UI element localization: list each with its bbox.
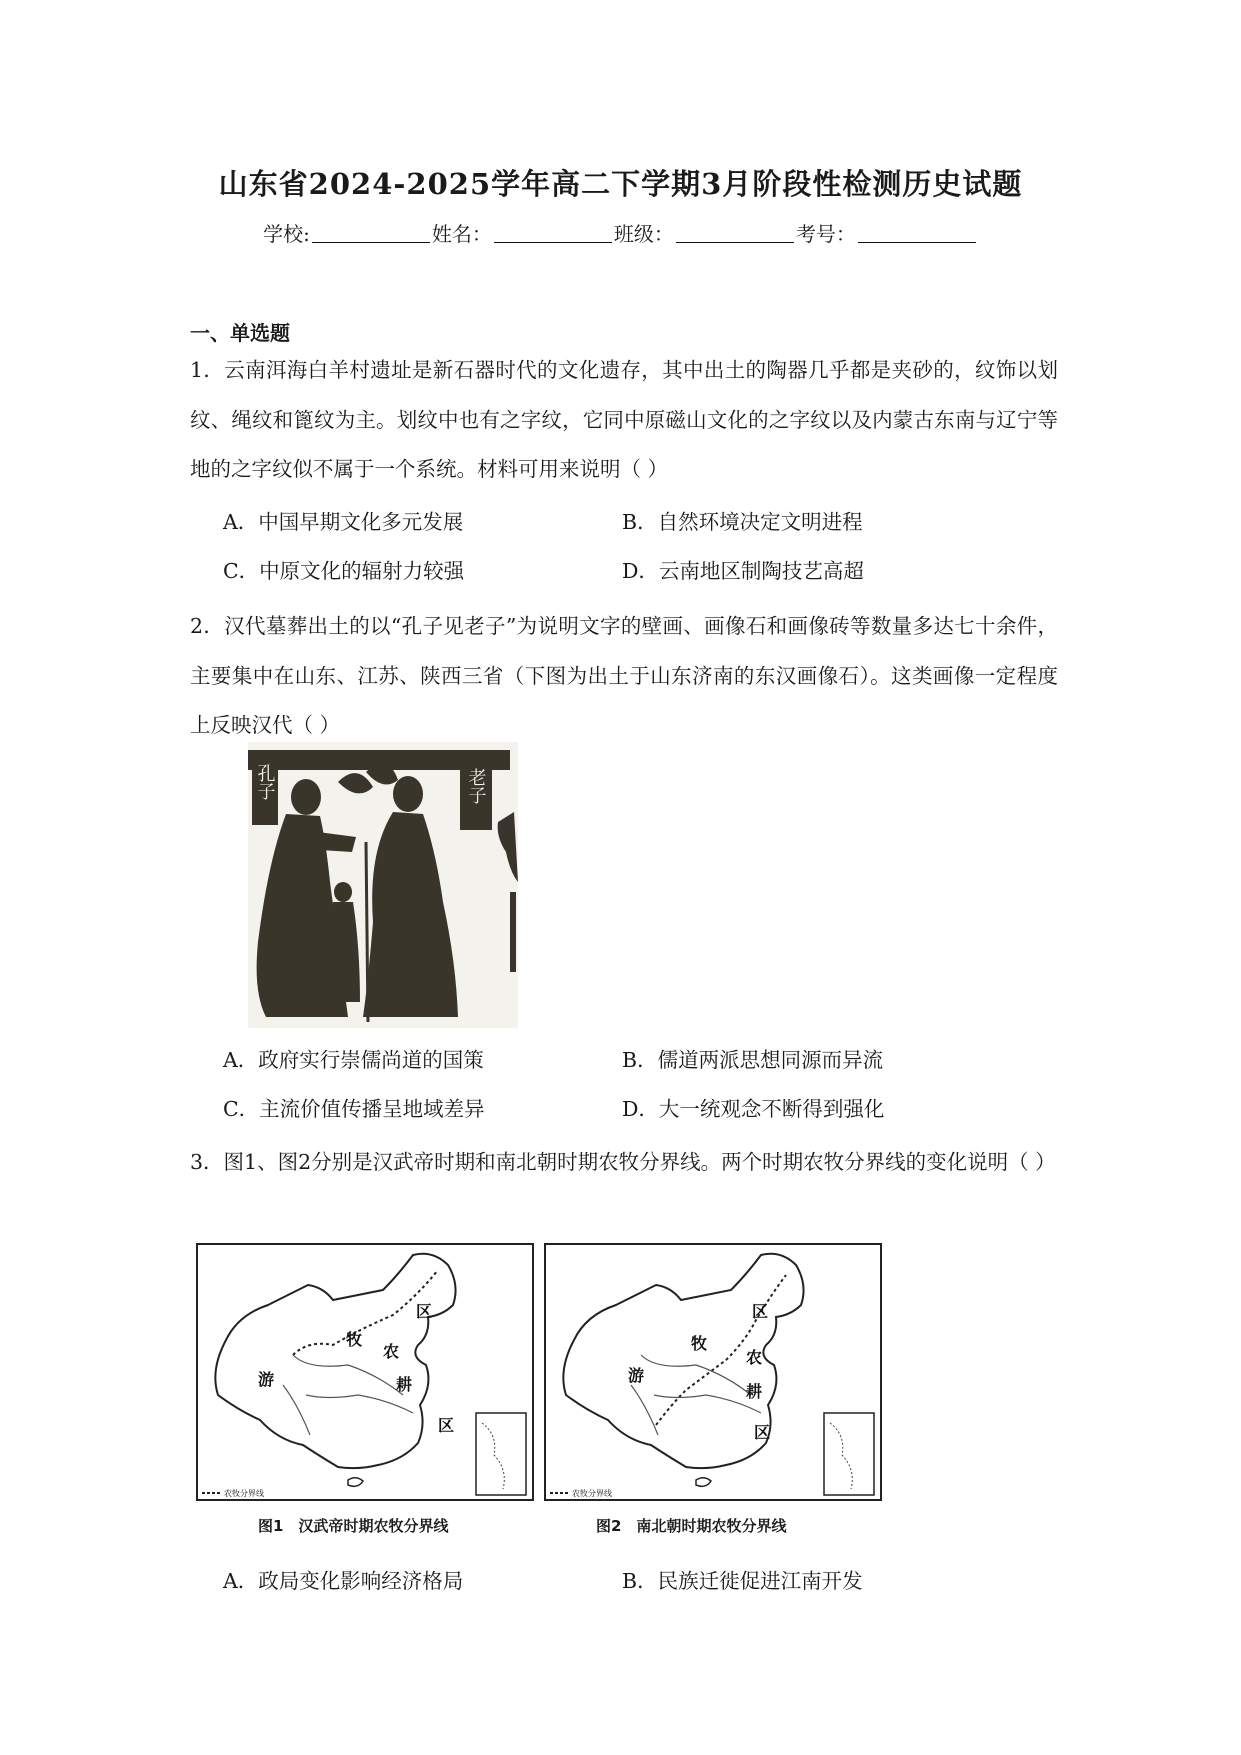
map-2-caption: 图2 南北朝时期农牧分界线	[596, 1517, 787, 1535]
q3-option-b[interactable]: B．民族迁徙促进江南开发	[622, 1569, 863, 1593]
map1-label-nong: 农	[383, 1342, 400, 1361]
q2-option-b[interactable]: B．儒道两派思想同源而异流	[622, 1048, 884, 1072]
page-title: 山东省2024-2025学年高二下学期3月阶段性检测历史试题	[218, 167, 1023, 201]
student-info-line	[0, 218, 1241, 247]
relief-illustration	[248, 742, 518, 1028]
map-1-svg	[198, 1245, 532, 1499]
number-label: 考号：	[795, 222, 856, 246]
class-label: 班级：	[613, 222, 674, 246]
map1-label-mu: 牧	[346, 1330, 363, 1349]
q1-option-d[interactable]: D．云南地区制陶技艺高超	[622, 559, 864, 583]
map2-label-qu2: 区	[754, 1423, 771, 1442]
map-figure-1	[196, 1243, 534, 1501]
map-1-caption: 图1 汉武帝时期农牧分界线	[258, 1517, 449, 1535]
relief-label-kongzi: 孔子	[254, 764, 276, 800]
name-blank[interactable]	[494, 222, 612, 243]
school-label: 学校:	[263, 222, 310, 246]
map1-label-qu2: 区	[438, 1416, 455, 1435]
q1-option-b[interactable]: B．自然环境决定文明进程	[622, 510, 863, 534]
map2-label-you: 游	[628, 1366, 645, 1385]
map1-label-geng: 耕	[396, 1375, 413, 1394]
q1-option-c[interactable]: C．中原文化的辐射力较强	[223, 559, 465, 583]
map2-label-geng: 耕	[746, 1382, 763, 1401]
han-stone-relief-image	[248, 742, 518, 1028]
map2-label-mu: 牧	[691, 1334, 708, 1353]
map2-label-nong: 农	[746, 1348, 763, 1367]
question-2-text: 2．汉代墓葬出土的以“孔子见老子”为说明文字的壁画、画像石和画像砖等数量多达七十余件，主要集中在山东、江苏、陕西三省（下图为出土于山东济南的东汉画像石）。这类画像一定程度上反映汉代（ ）	[190, 614, 1058, 737]
map-2-svg	[546, 1245, 880, 1499]
number-blank[interactable]	[858, 222, 976, 243]
map2-legend: 农牧分界线	[572, 1489, 612, 1498]
q2-option-d[interactable]: D．大一统观念不断得到强化	[622, 1097, 885, 1121]
map1-label-you: 游	[258, 1370, 275, 1389]
map2-label-qu1: 区	[752, 1302, 769, 1321]
class-blank[interactable]	[676, 222, 794, 243]
map1-label-qu1: 区	[416, 1302, 433, 1321]
question-1-text: 1．云南洱海白羊村遗址是新石器时代的文化遗存，其中出土的陶器几乎都是夹砂的，纹饰以划纹、绳纹和篦纹为主。划纹中也有之字纹，它同中原磁山文化的之字纹以及内蒙古东南与辽宁等地的之字纹似不属于一个系统。材料可用来说明（ ）	[190, 358, 1058, 481]
section-title: 一、单选题	[190, 321, 290, 345]
q2-option-c[interactable]: C．主流价值传播呈地域差异	[223, 1097, 485, 1121]
q3-option-a[interactable]: A．政局变化影响经济格局	[223, 1569, 464, 1593]
map-figure-2	[544, 1243, 882, 1501]
name-label: 姓名：	[431, 222, 492, 246]
relief-label-laozi: 老子	[465, 768, 487, 804]
map1-legend: 农牧分界线	[224, 1489, 264, 1498]
q2-option-a[interactable]: A．政府实行崇儒尚道的国策	[223, 1048, 484, 1072]
q1-option-a[interactable]: A．中国早期文化多元发展	[223, 510, 464, 534]
school-blank[interactable]	[312, 222, 430, 243]
question-3-text: 3．图1、图2分别是汉武帝时期和南北朝时期农牧分界线。两个时期农牧分界线的变化说明（ ）	[190, 1150, 1056, 1174]
